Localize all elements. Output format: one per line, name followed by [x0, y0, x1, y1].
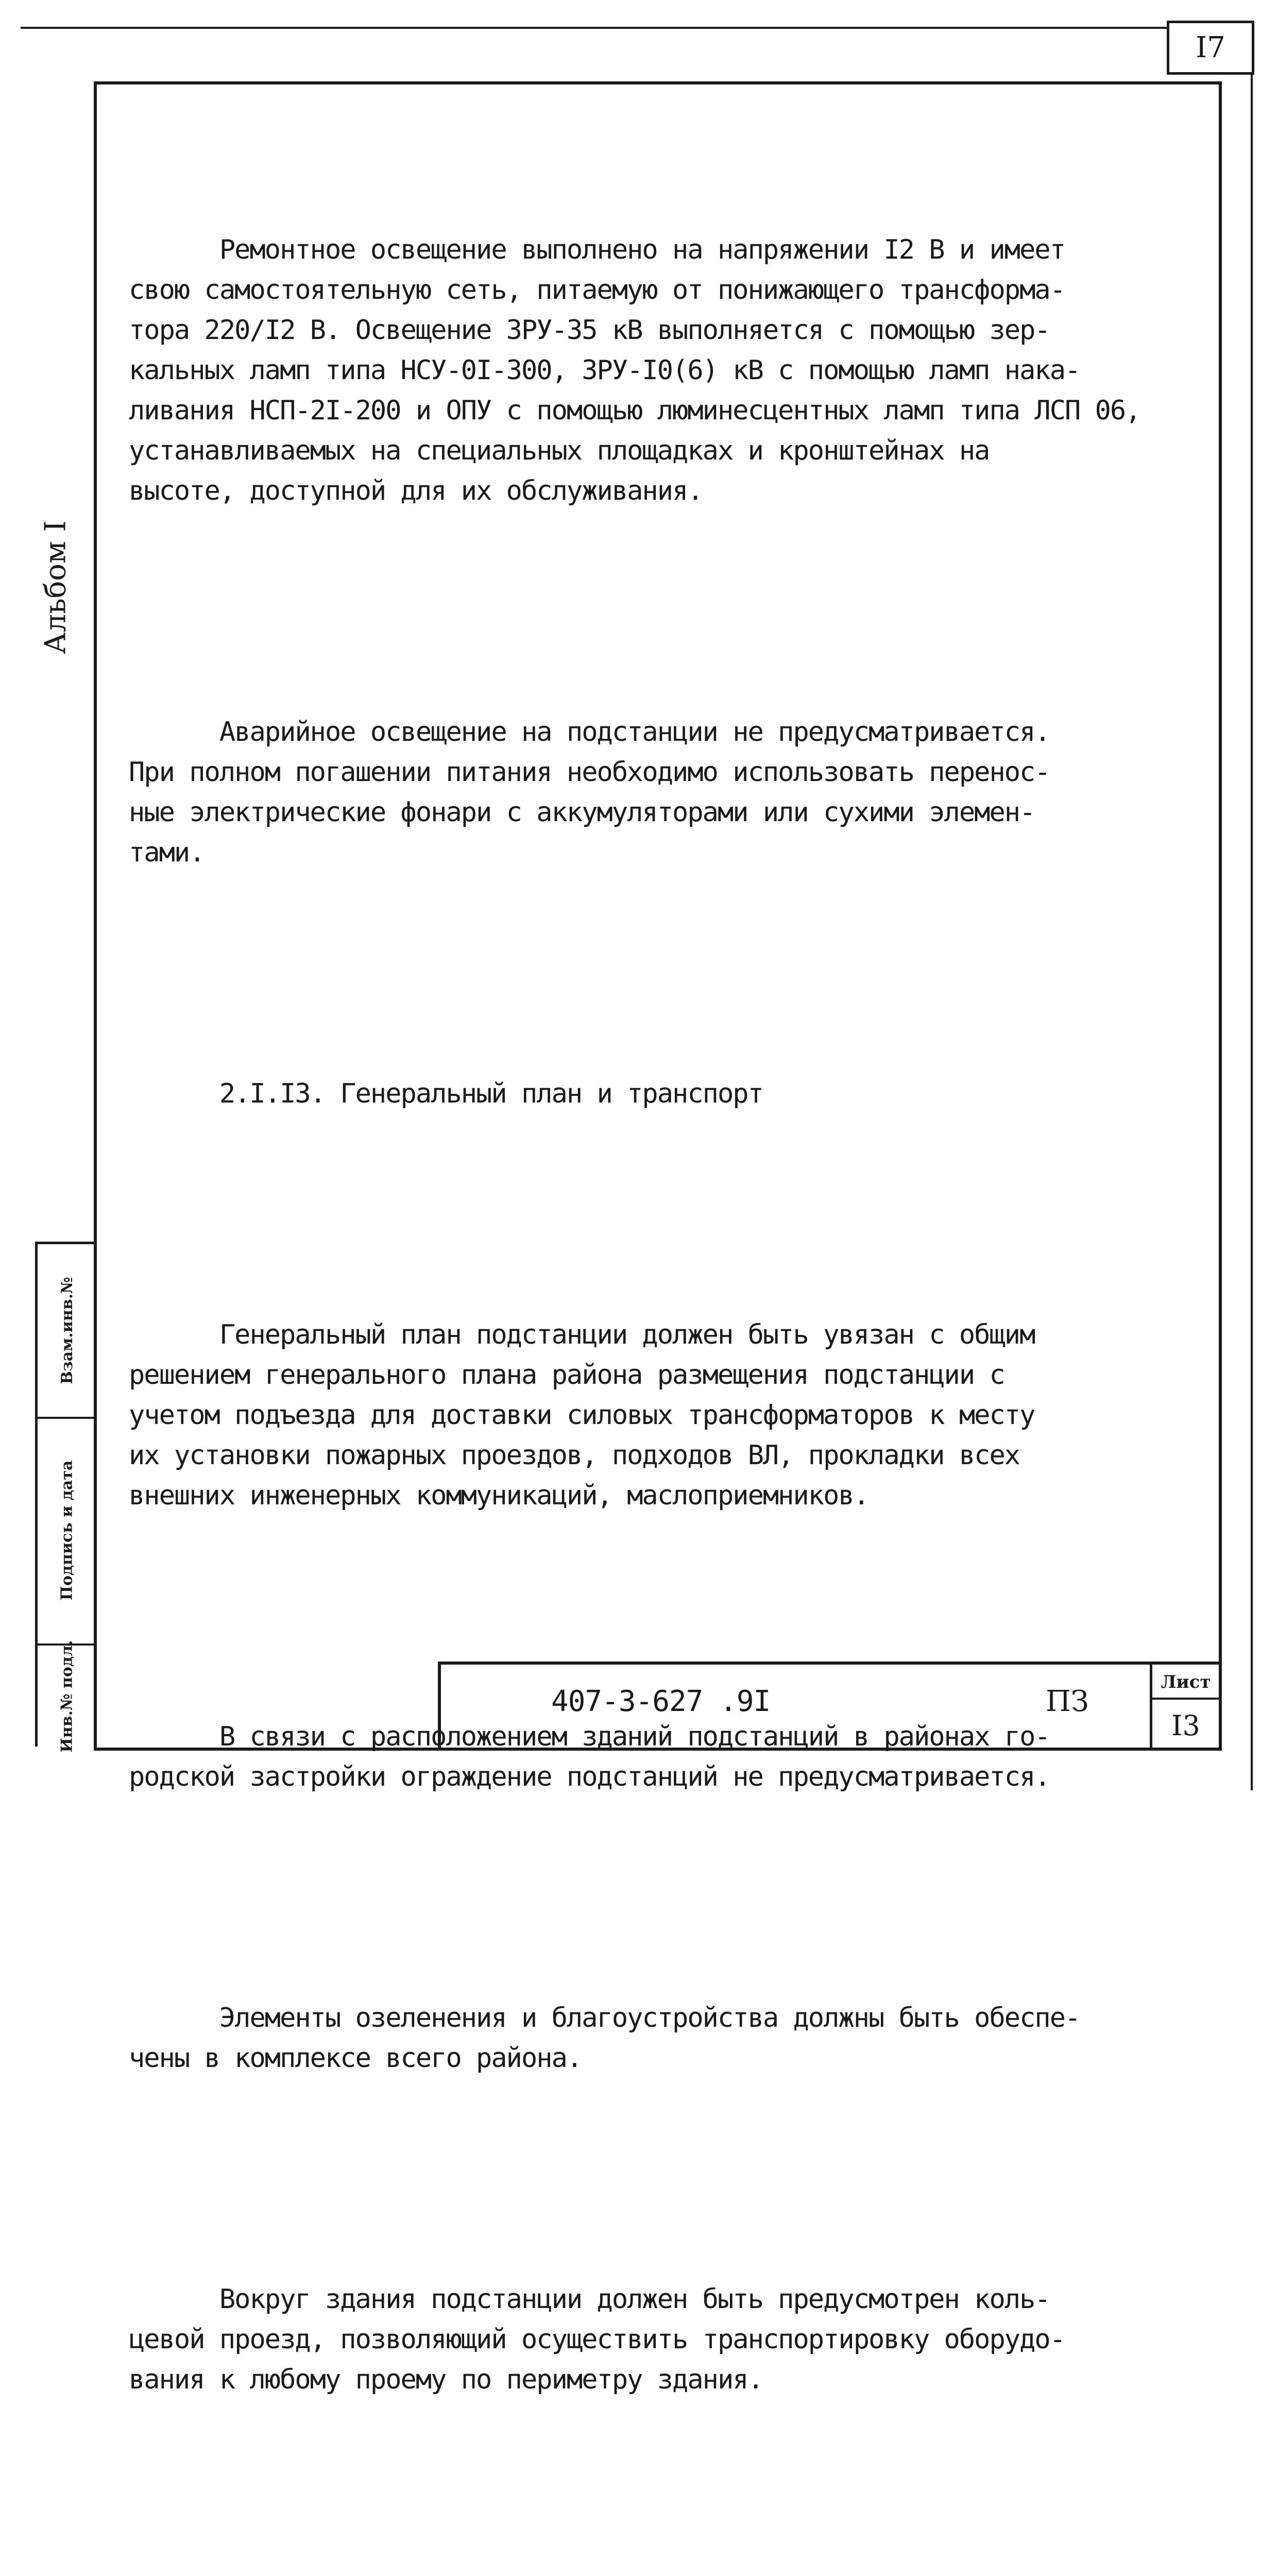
sheet-number: I3 — [1171, 1709, 1200, 1742]
paragraph-general-plan: Генеральный план подстанции должен быть увязан с общим решением генерального плана района размещения подстанции с учетом подъезда для доставки силовых трансформаторов к месту их установки пожарных проездов, подходов ВЛ, прокладки всех внешних инженерных коммуникаций, маслоприемников. — [129, 1319, 1035, 1511]
document-code: 407-3-627 .9I — [551, 1685, 771, 1718]
stamp-signature-label: Подпись и дата — [58, 1460, 76, 1600]
document-kind: ПЗ — [1046, 1685, 1089, 1718]
sheet-cell-divider — [1150, 1698, 1222, 1700]
paragraph-fencing: В связи с расположением зданий подстанций в районах го- родской застройки ограждение подстанций не предусматривается. — [129, 1721, 1050, 1792]
paragraph-emergency-lighting: Аварийное освещение на подстанции не предусматривается. При полном погашении питания необходимо использовать перенос- ные электрические фонари с аккумуляторами или сухими элемен- тами. — [129, 717, 1050, 868]
approval-stamp — [35, 1242, 94, 1753]
page-number: I7 — [1167, 21, 1254, 75]
stamp-replacement-label: Взам.инв.№ — [58, 1277, 76, 1384]
section-heading-general-plan: 2.I.I3. Генеральный план и транспорт — [129, 1078, 763, 1109]
paragraph-landscaping: Элементы озеленения и благоустройства должны быть обеспе- чены в комплексе всего района. — [129, 2003, 1080, 2074]
top-rule — [21, 27, 1169, 29]
stamp-original-label: Инв.№ подл. — [58, 1640, 76, 1753]
album-label: Альбом I — [39, 520, 73, 654]
paragraph-ring-road: Вокруг здания подстанции должен быть предусмотрен коль- цевой проезд, позволяющий осуществить транспортировку оборудо- вания к любому проему по периметру здания. — [129, 2284, 1065, 2395]
stamp-cell-original — [38, 1640, 96, 1753]
right-margin-rule — [1251, 75, 1253, 1790]
stamp-cell-replacement — [38, 1244, 96, 1419]
document-body — [129, 149, 1205, 2576]
paragraph-repair-lighting: Ремонтное освещение выполнено на напряжении I2 В и имеет свою самостоятельную сеть, питаемую от понижающего трансформа- тора 220/I2 В. Освещение ЗРУ-35 кВ выполняется с помощью зер- кальных ламп типа НСУ-0I-300, ЗРУ-I0(6) кВ с помощью ламп нака- ливания НСП-2I-200 и ОПУ с помощью люминесцентных ламп типа ЛСП 06, устанавливаемых на специальных площадках и кронштейнах на высоте, доступной для их обслуживания. — [129, 234, 1140, 506]
sheet-label: Лист — [1161, 1672, 1211, 1692]
stamp-cell-signature — [38, 1417, 96, 1646]
